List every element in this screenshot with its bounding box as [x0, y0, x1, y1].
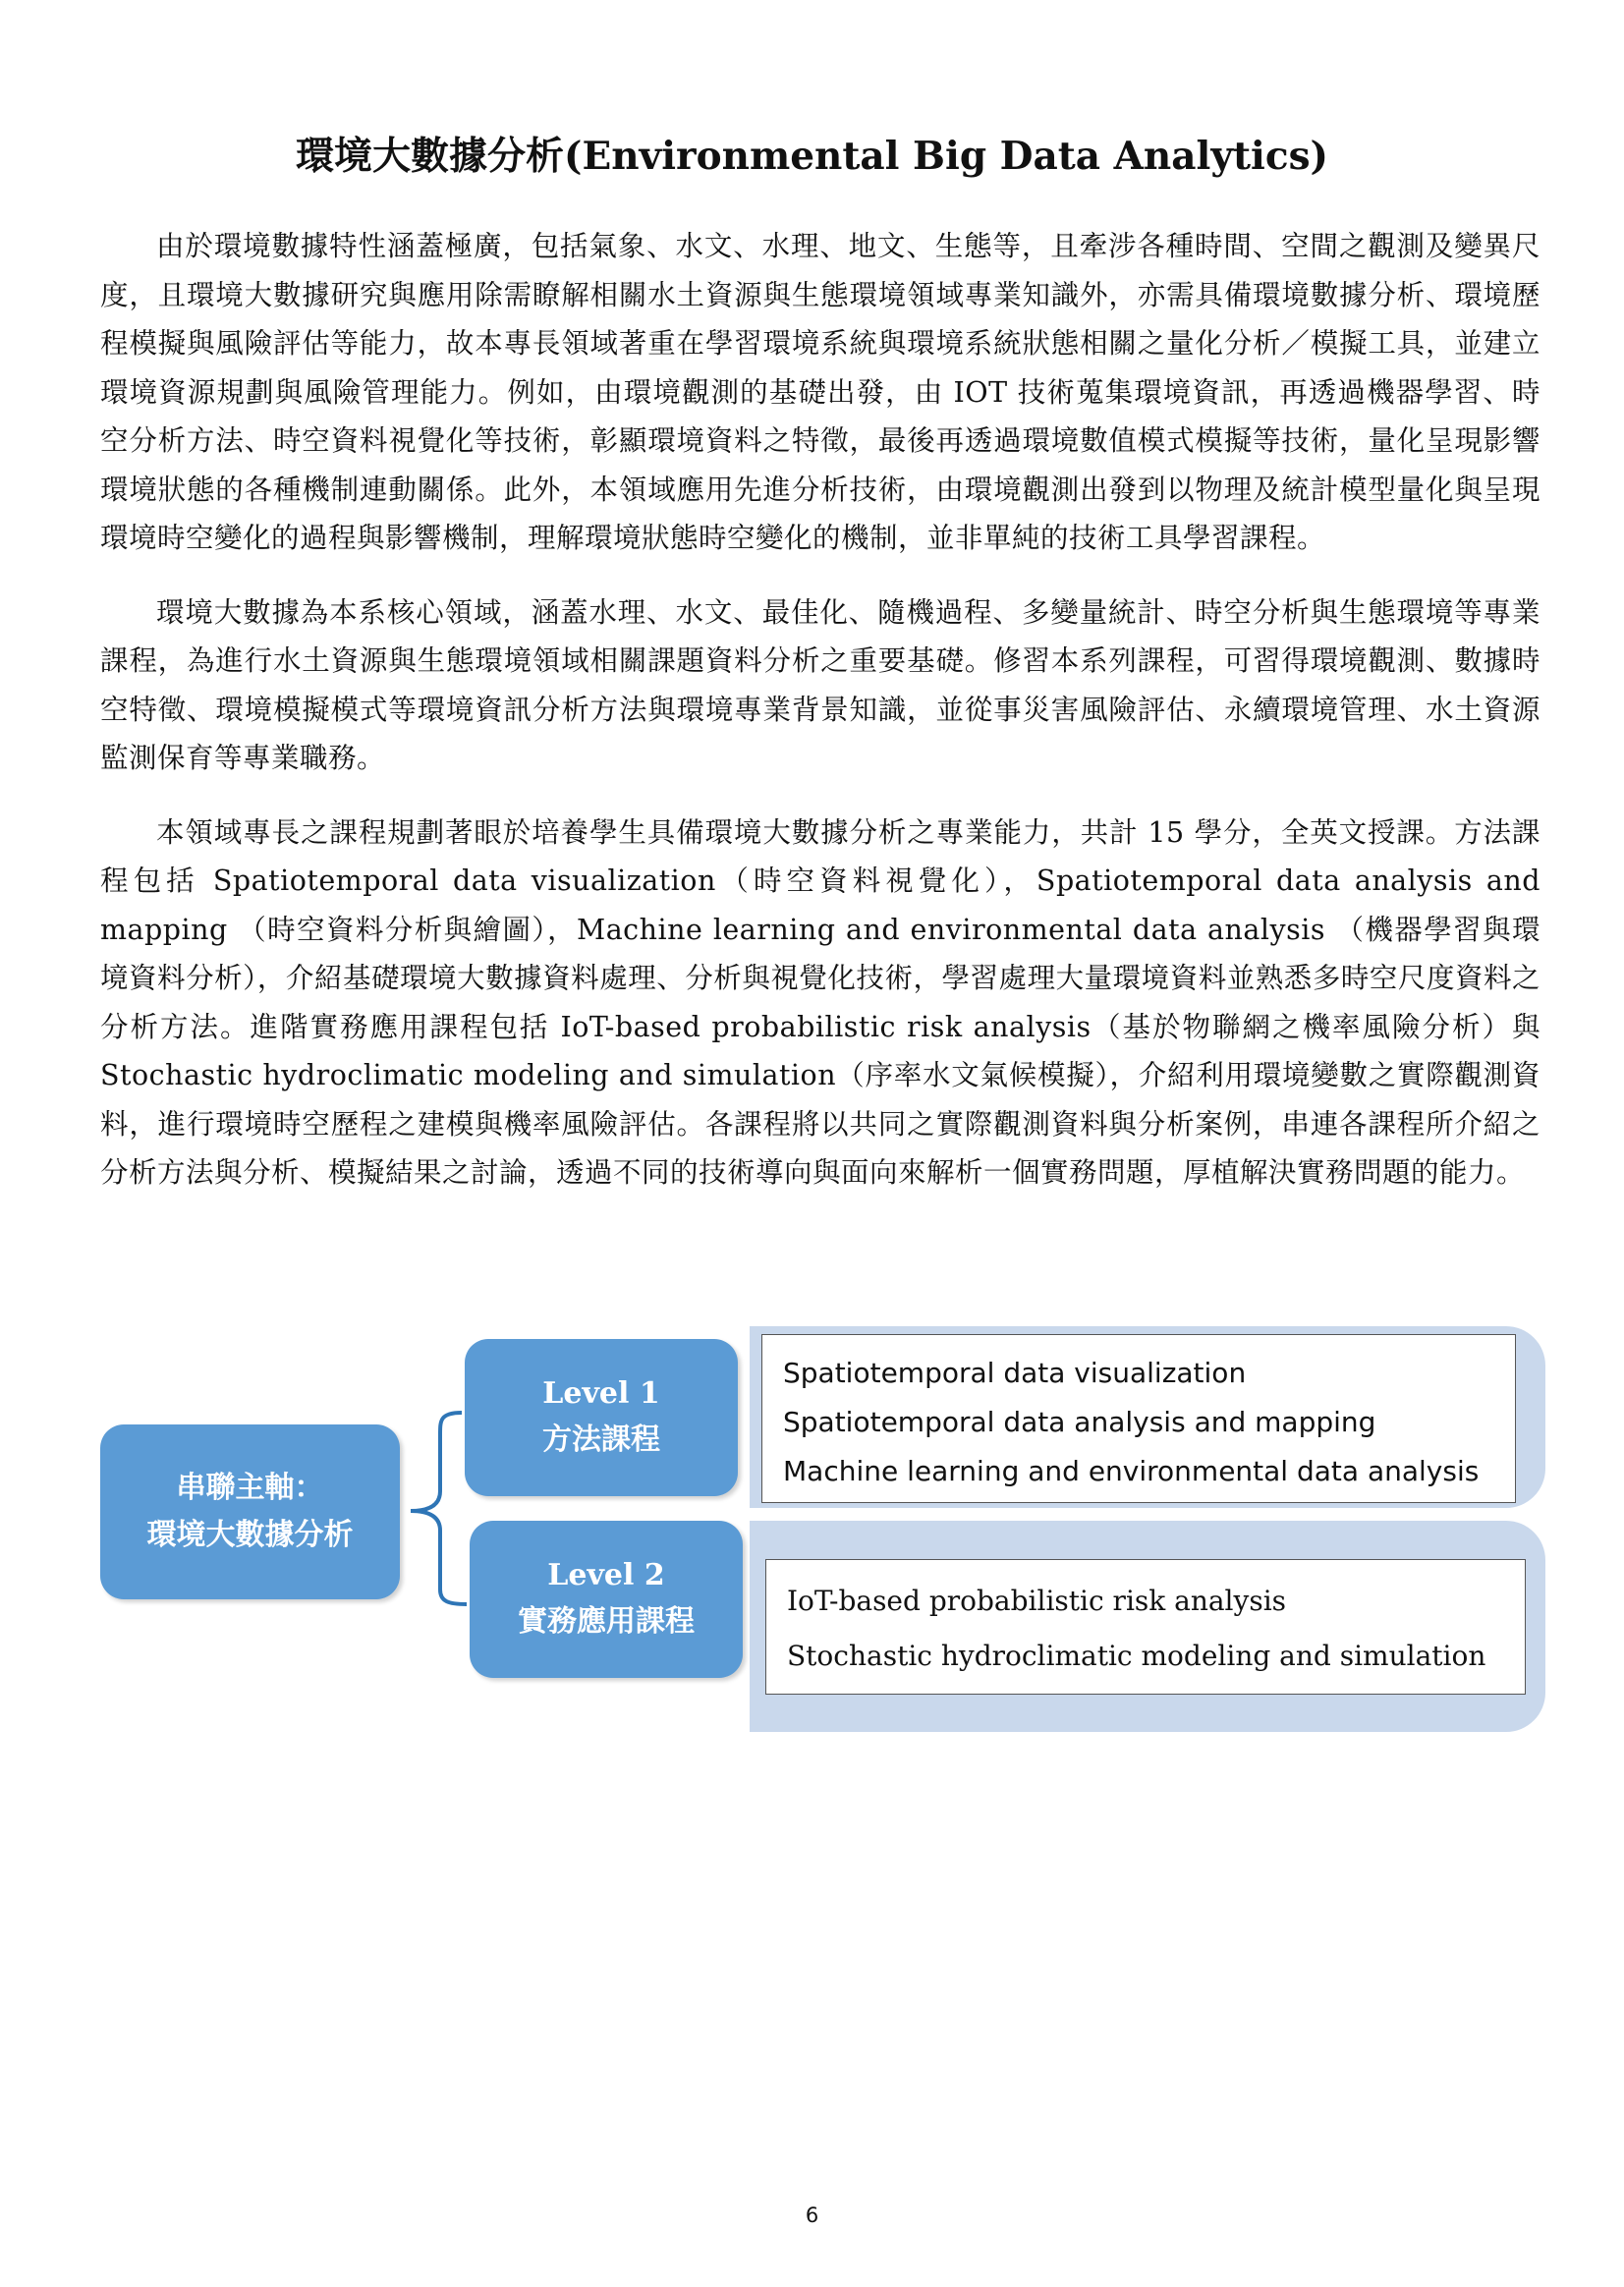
level1-course: Spatiotemporal data analysis and mapping — [783, 1406, 1376, 1438]
page-number: 6 — [805, 2203, 819, 2227]
level1-subtitle: 方法課程 — [542, 1422, 660, 1457]
level2-subtitle: 實務應用課程 — [518, 1604, 695, 1639]
level1-box — [465, 1339, 738, 1496]
level2-course: IoT-based probabilistic risk analysis — [787, 1585, 1287, 1617]
level1-course: Spatiotemporal data visualization — [783, 1357, 1247, 1389]
level2-course-list — [765, 1559, 1526, 1695]
body-text — [100, 222, 1540, 1223]
main-axis-topic: 環境大數據分析 — [146, 1518, 354, 1552]
level2-box — [470, 1521, 743, 1678]
level1-course: Machine learning and environmental data analysis — [783, 1455, 1480, 1487]
paragraph-intro: 由於環境數據特性涵蓋極廣，包括氣象、水文、水理、地文、生態等，且牽涉各種時間、空間之觀測及變異尺度，且環境大數據研究與應用除需瞭解相關水土資源與生態環境領域專業知識外，亦需具備環境數據分析、環境歷程模擬與風險評估等能力，故本專長領域著重在學習環境系統與環境系統狀態相關之量化分析／模擬工具，並建立環境資源規劃與風險管理能力。例如，由環境觀測的基礎出發，由 IOT 技術蒐集環境資訊，再透過機器學習、時空分析方法、時空資料視覺化等技術，彰顯環境資料之特徵，最後再透過環境數值模式模擬等技術，量化呈現影響環境狀態的各種機制連動關係。此外，本領域應用先進分析技術，由環境觀測出發到以物理及統計模型量化與呈現環境時空變化的過程與影響機制，理解環境狀態時空變化的機制，並非單純的技術工具學習課程。 — [100, 230, 1540, 554]
main-axis-label: 串聯主軸： — [176, 1471, 324, 1505]
level2-course: Stochastic hydroclimatic modeling and simulation — [787, 1640, 1486, 1672]
lower-bracket — [411, 1511, 467, 1604]
paragraph-core-domain: 環境大數據為本系核心領域，涵蓋水理、水文、最佳化、隨機過程、多變量統計、時空分析與生態環境等專業課程，為進行水土資源與生態環境領域相關課題資料分析之重要基礎。修習本系列課程，可習得環境觀測、數據時空特徵、環境模擬模式等環境資訊分析方法與環境專業背景知識，並從事災害風險評估、永續環境管理、水土資源監測保育等專業職務。 — [100, 595, 1540, 774]
paragraph-curriculum: 本領域專長之課程規劃著眼於培養學生具備環境大數據分析之專業能力，共計 15 學分，全英文授課。方法課程包括 Spatiotemporal data visualization（時空資料視覺化），Spatiotemporal data analysis and mapping （時空資料分析與繪圖），Machine learning and environmental data analysis （機器學習與環境資料分析），介紹基礎環境大數據資料處理、分析與視覺化技術，學習處理大量環境資料並熟悉多時空尺度資料之分析方法。進階實務應用課程包括 IoT-based probabilistic risk analysis（基於物聯網之機率風險分析）與 Stochastic hydroclimatic modeling and simulation（序率水文氣候模擬），介紹利用環境變數之實際觀測資料，進行環境時空歷程之建模與機率風險評估。各課程將以共同之實際觀測資料與分析案例，串連各課程所介紹之分析方法與分析、模擬結果之討論，透過不同的技術導向與面向來解析一個實務問題，厚植解決實務問題的能力。 — [100, 815, 1540, 1189]
level2-name: Level 2 — [547, 1558, 665, 1592]
upper-bracket — [411, 1413, 462, 1511]
level1-name: Level 1 — [542, 1376, 660, 1411]
level1-course-list — [761, 1334, 1516, 1503]
course-structure-diagram — [0, 1326, 1624, 1739]
main-axis-box — [100, 1424, 400, 1599]
page-title: 環境大數據分析(Environmental Big Data Analytics) — [296, 134, 1328, 179]
